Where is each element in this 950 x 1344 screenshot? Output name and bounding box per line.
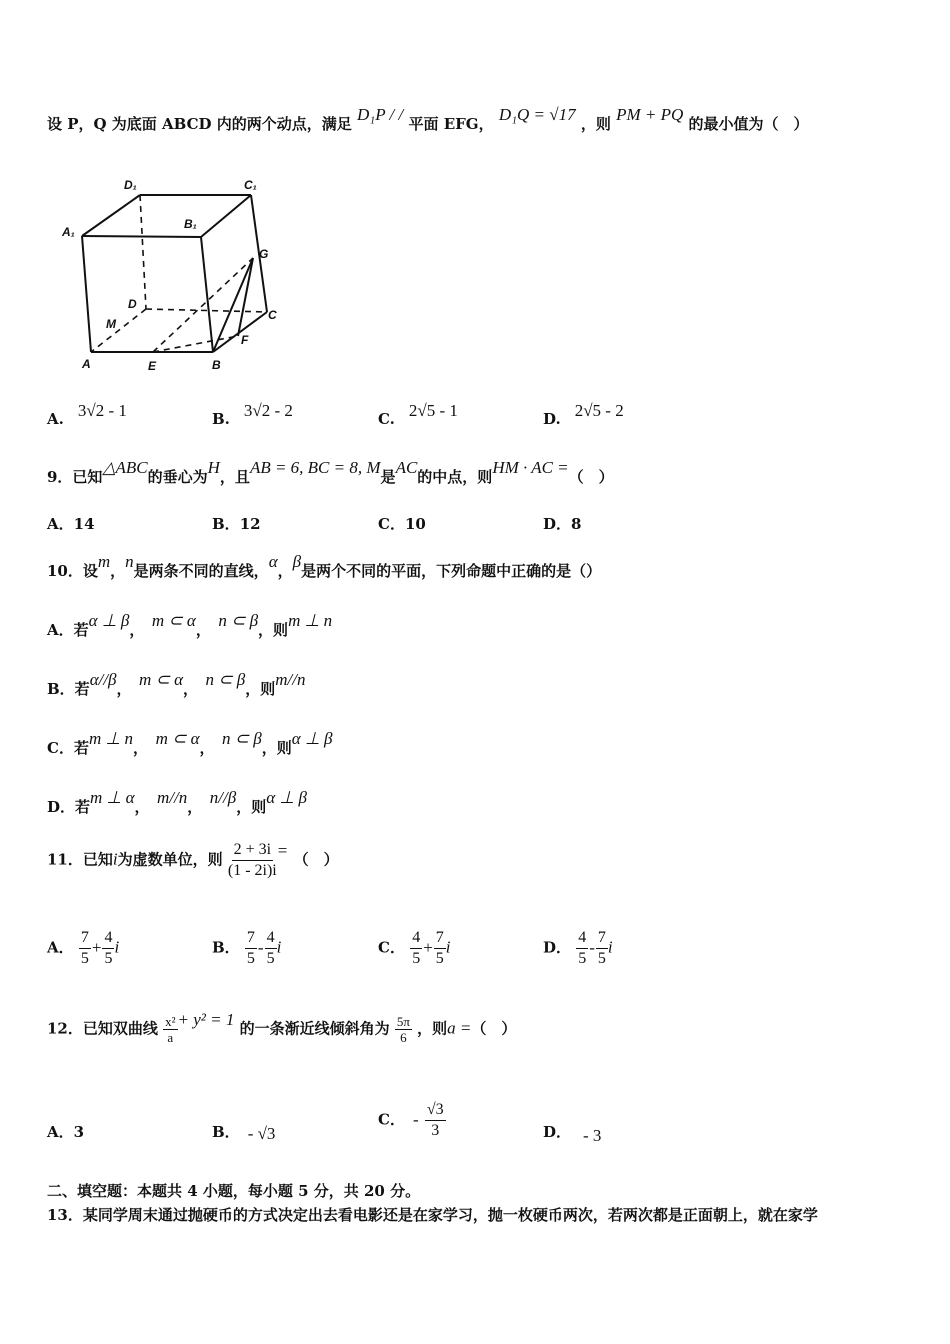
q8-option-a[interactable]: A. 3√2 - 1	[47, 401, 127, 428]
q10-option-b[interactable]: B．若α//β， m ⊂ α， n ⊂ β，则m//n	[47, 670, 306, 698]
q10-option-a[interactable]: A．若α ⊥ β， m ⊂ α， n ⊂ β，则m ⊥ n	[47, 611, 333, 639]
q11-option-b[interactable]: B． $\frac{7}{5}$ - $\frac{4}{5}$ i	[212, 929, 282, 967]
q9-option-a[interactable]: A．14	[47, 515, 95, 533]
q12-option-d[interactable]: D． - 3	[543, 1123, 602, 1145]
fig-label-a: A	[82, 357, 91, 371]
fig-label-g: G	[259, 247, 269, 261]
fig-label-c1: C₁	[244, 178, 257, 192]
q10-option-d[interactable]: D．若m ⊥ α， m//n， n//β，则α ⊥ β	[47, 788, 307, 816]
q8-option-c[interactable]: C. 2√5 - 1	[378, 401, 458, 428]
q12-option-b[interactable]: B． - √3	[212, 1123, 276, 1143]
q11-option-d[interactable]: D． $\frac{4}{5}$ - $\frac{7}{5}$ i	[543, 929, 613, 967]
fig-label-a1: A₁	[62, 225, 75, 239]
fig-label-d: D	[128, 297, 137, 311]
q10-option-c[interactable]: C．若m ⊥ n， m ⊂ α， n ⊂ β，则α ⊥ β	[47, 729, 333, 757]
fig-label-m: M	[106, 317, 116, 331]
section-heading: 二、填空题：本题共 4 小题，每小题 5 分，共 20 分。	[47, 1182, 421, 1200]
fig-label-f: F	[241, 333, 249, 347]
q9-option-d[interactable]: D．8	[543, 515, 582, 533]
q11-option-a[interactable]: A． $\frac{7}{5}$ + $\frac{4}{5}$ i	[47, 929, 120, 967]
fig-label-b: B	[212, 358, 221, 372]
fig-label-b1: B₁	[184, 217, 197, 231]
q12-option-a[interactable]: A．3	[47, 1123, 85, 1141]
q8-option-b[interactable]: B. 3√2 - 2	[212, 401, 293, 428]
q13-stem: 13．某同学周末通过抛硬币的方式决定出去看电影还是在家学习，抛一枚硬币两次，若两次都是正面朝上，就在家学	[47, 1206, 818, 1224]
q9-stem: 9．已知△ABC的垂心为H，且AB = 6, BC = 8, M是AC的中点，则HM · AC =（ ）	[47, 458, 614, 486]
q8-option-d[interactable]: D. 2√5 - 2	[543, 401, 624, 428]
q11-stem: 11．已知i为虚数单位，则 $\frac{2 + 3i}{(1 - 2i)i}$ = （ ）	[47, 840, 339, 879]
q11-fraction: $\frac{2 + 3i}{(1 - 2i)i}$	[227, 841, 277, 879]
q9-option-b[interactable]: B．12	[212, 515, 261, 533]
q10-stem: 10．设m，n是两条不同的直线，α，β是两个不同的平面，下列命题中正确的是（）	[47, 552, 602, 580]
fig-label-e: E	[148, 359, 157, 373]
fig-label-c: C	[268, 308, 277, 322]
fig-label-d1: D₁	[124, 178, 137, 192]
q8-figure	[60, 176, 290, 376]
q12-stem: 12．已知双曲线 $\frac{\text{x²}}{a}$ + y² = 1 的一条渐近线倾斜角为 $\frac{5\pi}{6}$ ，则a =（ ）	[47, 1009, 517, 1045]
q12-option-c[interactable]: C． - $\frac{√3}{3}$	[378, 1101, 444, 1139]
q9-option-c[interactable]: C．10	[378, 515, 426, 533]
q8-stem: 设 P，Q 为底面 ABCD 内的两个动点，满足 D₁P / / 平面 EFG， D₁Q = √17 ，则 PM + PQ 的最小值为（ ）	[47, 105, 809, 133]
q11-option-c[interactable]: C． $\frac{4}{5}$ + $\frac{7}{5}$ i	[378, 929, 451, 967]
